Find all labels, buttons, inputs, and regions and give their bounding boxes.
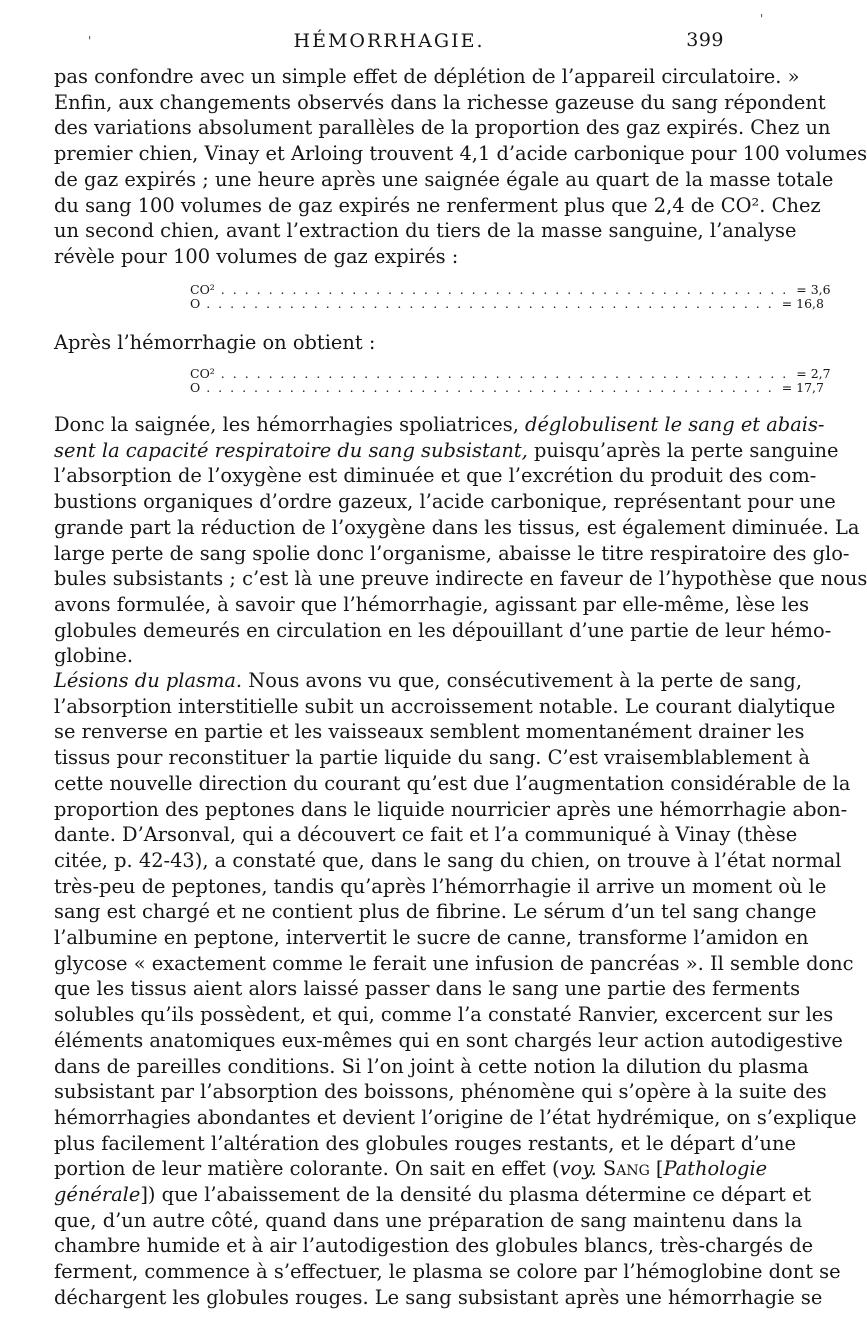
paragraph-plasma-lesions — [54, 668, 857, 1311]
gas-row — [190, 296, 824, 311]
gas-row — [190, 282, 831, 297]
text-line — [54, 438, 839, 464]
text-line: ferment, commence à s’effectuer, le plasma se colore par l’hémoglobine dont se — [54, 1260, 841, 1284]
page-number: 399 — [686, 29, 724, 51]
text-run: Donc la saignée, les hémorrhagies spoliatrices, — [54, 413, 526, 436]
paragraph-conclusion — [54, 412, 867, 669]
gas-table-before — [190, 282, 831, 311]
gas-value: = 3,6 — [796, 282, 831, 297]
text-line: se renverse en partie et les vaisseaux semblent momentanément drainer les — [54, 720, 805, 744]
text-line: hémorrhagies abondantes et devient l’origine de l’état hydrémique, on s’explique — [54, 1105, 857, 1129]
text-line: grande part la réduction de l’oxygène dans les tissus, est également diminuée. La — [54, 515, 860, 539]
text-line: globules demeurés en circulation en les dépouillant d’une partie de leur hémo- — [54, 618, 832, 642]
text-run: ]) que l’abaissement de la densité du plasma détermine ce départ et — [140, 1183, 812, 1207]
emphasis-text: sent la capacité respiratoire du sang subsistant, — [54, 438, 528, 462]
cross-reference: Sang — [602, 1157, 650, 1181]
text-line: Enfin, aux changements observés dans la richesse gazeuse du sang répondent — [54, 90, 826, 114]
text-line: plus facilement l’altération des globules rouges restants, et le départ d’une — [54, 1131, 796, 1155]
emphasis-text: déglobulisent le sang et abais- — [525, 413, 825, 436]
text-line: que, d’un autre côté, quand dans une préparation de sang maintenu dans la — [54, 1208, 803, 1232]
running-title: HÉMORRHAGIE. — [293, 30, 485, 52]
gas-row — [190, 366, 831, 381]
text-line: avons formulée, à savoir que l’hémorrhagie, agissant par elle-même, lèse les — [54, 592, 810, 616]
text-run: [ — [649, 1157, 664, 1181]
text-run: Nous avons vu que, consécutivement à la perte de sang, — [242, 669, 802, 692]
text-line: l’absorption interstitielle subit un accroissement notable. Le courant dialytique — [54, 694, 836, 718]
text-line — [54, 668, 802, 694]
text-line: sang est chargé et ne contient plus de fibrine. Le sérum d’un tel sang change — [54, 900, 817, 924]
text-line: dante. D’Arsonval, qui a découvert ce fait et l’a communiqué à Vinay (thèse — [54, 823, 798, 847]
text-line: déchargent les globules rouges. Le sang subsistant après une hémorrhagie se — [54, 1285, 823, 1309]
text-line: un second chien, avant l’extraction du tiers de la masse sanguine, l’analyse — [54, 219, 797, 243]
text-line: éléments anatomiques eux-mêmes qui en sont chargés leur action autodigestive — [54, 1028, 843, 1052]
text-line: tissus pour reconstituer la partie liquide du sang. C’est vraisemblablement à — [54, 746, 810, 770]
text-run: puisqu’après la perte sanguine — [527, 438, 839, 462]
text-line: du sang 100 volumes de gaz expirés ne renferment plus que 2,4 de CO². Chez — [54, 193, 821, 217]
text-line: large perte de sang spolie donc l’organisme, abaisse le titre respiratoire des glo- — [54, 541, 850, 565]
text-line: bules subsistants ; c’est là une preuve indirecte en faveur de l’hypothèse que nous — [54, 567, 867, 591]
header-right-mark: ' — [760, 12, 764, 26]
text-line — [54, 1156, 768, 1182]
text-line: de gaz expirés ; une heure après une saignée égale au quart de la masse totale — [54, 167, 834, 191]
text-line: très-peu de peptones, tandis qu’après l’hémorrhagie il arrive un moment où le — [54, 874, 827, 898]
text-line: pas confondre avec un simple effet de déplétion de l’appareil circulatoire. » — [54, 65, 800, 88]
text-line: globine. — [54, 644, 134, 668]
gas-row — [190, 380, 824, 395]
gas-label: O . . . — [190, 381, 774, 395]
gas-value: = 17,7 — [781, 380, 824, 395]
text-line — [54, 412, 825, 438]
text-line: premier chien, Vinay et Arloing trouvent 4,1 d’acide carbonique pour 100 volumes — [54, 142, 867, 166]
text-line: citée, p. 42-43), a constaté que, dans le sang du chien, on trouve à l’état normal — [54, 848, 842, 872]
text-line: solubles qu’ils possèdent, et qui, comme l’a constaté Ranvier, excercent sur les — [54, 1003, 834, 1027]
text-line: cette nouvelle direction du courant qu’est due l’augmentation considérable de la — [54, 771, 851, 795]
gas-label: CO² . . . — [190, 367, 788, 381]
text-line: des variations absolument parallèles de la proportion des gaz expirés. Chez un — [54, 116, 831, 140]
gas-label: CO² . . . — [190, 283, 788, 297]
text-line: chambre humide et à air l’autodigestion des globules blancs, très-chargés de — [54, 1234, 814, 1258]
intermediate-line: Après l’hémorrhagie on obtient : — [54, 331, 376, 354]
header-left-mark: ' — [88, 34, 94, 48]
text-run: portion de leur matière colorante. On sait en effet ( — [54, 1157, 560, 1181]
text-line: dans de pareilles conditions. Si l’on joint à cette notion la dilution du plasma — [54, 1054, 809, 1078]
text-line: révèle pour 100 volumes de gaz expirés : — [54, 244, 459, 268]
text-line: que les tissus aient alors laissé passer dans le sang une partie des ferments — [54, 977, 801, 1001]
gas-table-after — [190, 366, 831, 395]
section-heading: Lésions du plasma. — [54, 669, 243, 692]
gas-value: = 2,7 — [796, 366, 831, 381]
text-line — [54, 1182, 812, 1208]
gas-label: O . . . — [190, 297, 774, 311]
text-line: bustions organiques d’ordre gazeux, l’acide carbonique, représentant pour une — [54, 490, 836, 514]
text-line: proportion des peptones dans le liquide nourricier après une hémorrhagie abon- — [54, 797, 848, 821]
text-line: l’albumine en peptone, intervertit le sucre de canne, transforme l’amidon en — [54, 926, 809, 950]
text-line: glycose « exactement comme le ferait une infusion de pancréas ». Il semble donc — [54, 951, 854, 975]
text-line: l’absorption de l’oxygène est diminuée et que l’excrétion du produit des com- — [54, 464, 817, 488]
emphasis-text: voy. — [559, 1157, 597, 1181]
text-line: subsistant par l’absorption des boissons, phénomène qui s’opère à la suite des — [54, 1080, 827, 1104]
emphasis-text: Pathologie — [663, 1157, 768, 1181]
gas-value: = 16,8 — [781, 296, 824, 311]
paragraph-continuation — [54, 64, 867, 270]
emphasis-text: générale — [54, 1183, 141, 1207]
running-head — [54, 30, 724, 56]
